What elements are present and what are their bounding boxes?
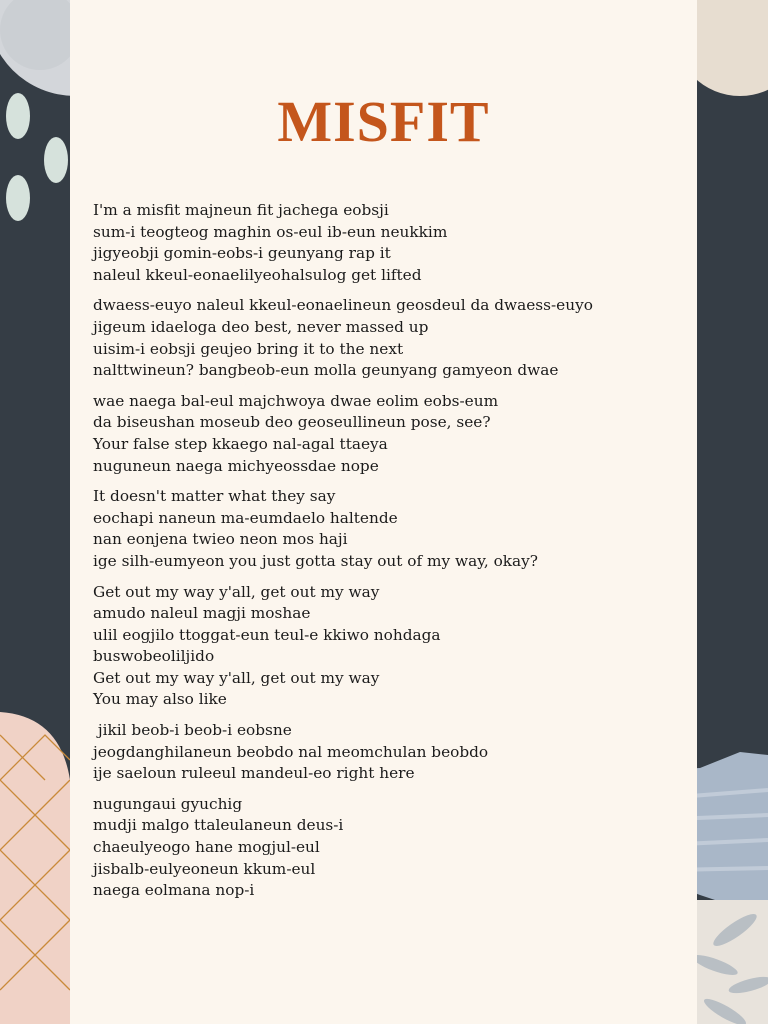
lyric-line: dwaess-euyo naleul kkeul-eonaelineun geosdeul da dwaess-euyo <box>93 296 593 315</box>
pink-geometric-shape <box>0 712 70 1024</box>
lyric-line: Your false step kkaego nal-agal ttaeya <box>93 434 388 453</box>
lyric-line: It doesn't matter what they say <box>93 487 336 506</box>
stanza <box>93 794 683 902</box>
lyric-line: ige silh-eumyeon you just gotta stay out of my way, okay? <box>93 551 539 570</box>
lyric-line: naleul kkeul-eonaelilyeohalsulog get lifted <box>93 265 422 284</box>
lyric-line: Get out my way y'all, get out my way <box>93 668 380 687</box>
lyric-line: mudji malgo ttaleulaneun deus-i <box>93 816 344 835</box>
lyric-line: eochapi naneun ma-eumdaelo haltende <box>93 508 398 527</box>
lyric-line: You may also like <box>93 690 227 709</box>
lyric-line: nan eonjena twieo neon mos haji <box>93 530 348 549</box>
stanza <box>93 295 683 381</box>
lyric-line: nuguneun naega michyeossdae nope <box>93 456 379 475</box>
lyric-line: buswobeoliljido <box>93 647 215 666</box>
lyric-line: naega eolmana nop-i <box>93 881 255 900</box>
lyric-line: jigeum idaeloga deo best, never massed up <box>93 317 429 336</box>
lyrics-body <box>93 200 683 911</box>
lyric-line: da biseushan moseub deo geoseullineun pose, see? <box>93 413 491 432</box>
lyric-line: amudo naleul magji moshae <box>93 604 311 623</box>
leaf-pattern <box>690 900 768 1024</box>
lyric-line: nugungaui gyuchig <box>93 794 243 813</box>
lyric-line: chaeulyeogo hane mogjul-eul <box>93 838 320 857</box>
lyric-line: I'm a misfit majneun fit jachega eobsji <box>93 201 389 219</box>
pale-green-dot <box>44 137 68 183</box>
lyric-line: wae naega bal-eul majchwoya dwae eolim eobs-eum <box>93 391 499 410</box>
lyric-line: ulil eogjilo ttoggat-eun teul-e kkiwo nohdaga <box>93 625 441 644</box>
stanza <box>93 486 683 572</box>
lyric-line: ije saeloun ruleeul mandeul-eo right here <box>93 764 415 783</box>
lyric-line: jikil beob-i beob-i eobsne <box>93 721 292 740</box>
lyric-line: sum-i teogteog maghin os-eul ib-eun neukkim <box>93 222 448 241</box>
lyric-line: uisim-i eobsji geujeo bring it to the next <box>93 339 404 358</box>
stanza <box>93 200 683 286</box>
stanza <box>93 582 683 712</box>
page-title: MISFIT <box>277 89 490 154</box>
lyric-line: nalttwineun? bangbeob-eun molla geunyang gamyeon dwae <box>93 361 559 380</box>
pale-green-dot <box>6 93 30 139</box>
stanza <box>93 391 683 477</box>
lyric-line: jigyeobji gomin-eobs-i geunyang rap it <box>93 244 391 263</box>
lyric-line: jeogdanghilaneun beobdo nal meomchulan beobdo <box>93 742 489 761</box>
stanza <box>93 720 683 785</box>
pale-green-dot <box>6 175 30 221</box>
lyric-line: jisbalb-eulyeoneun kkum-eul <box>93 859 316 878</box>
lyric-line: Get out my way y'all, get out my way <box>93 582 380 601</box>
